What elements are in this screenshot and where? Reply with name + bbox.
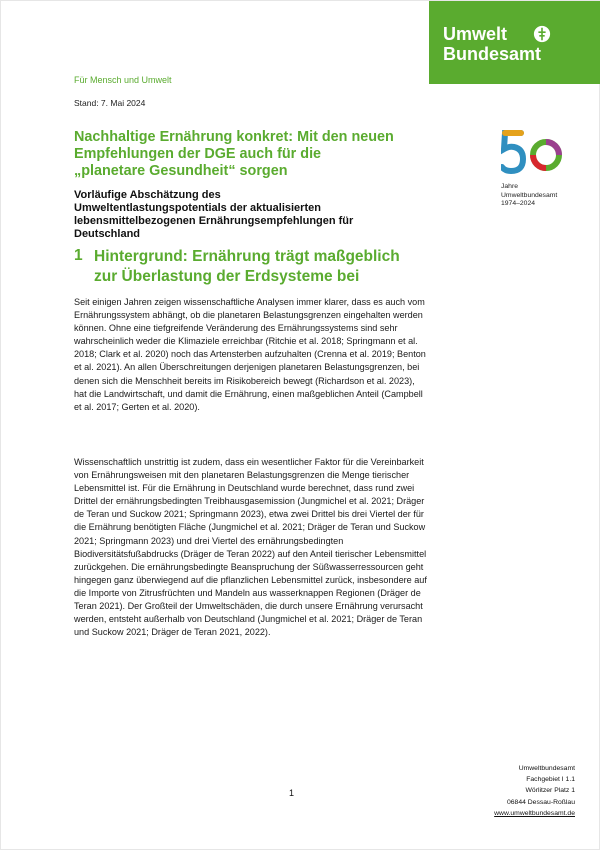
- publisher-address: [494, 763, 575, 819]
- logo-emblem-icon: [533, 25, 551, 43]
- address-org: Umweltbundesamt: [518, 765, 575, 772]
- address-dept: Fachgebiet I 1.1: [526, 776, 575, 784]
- logo-line-2: Bundesamt: [443, 44, 542, 64]
- section-heading: Hintergrund: Ernährung trägt maßgeblich zur Überlastung der Erdsysteme bei: [94, 248, 400, 285]
- jubilee-line-2: Umweltbundesamt: [501, 191, 558, 199]
- website-link[interactable]: www.umweltbundesamt.de: [494, 809, 575, 817]
- section-number: 1: [74, 247, 83, 264]
- logo-wordmark: [443, 24, 541, 64]
- jubilee-line-1: Jahre: [501, 183, 519, 190]
- document-title: Nachhaltige Ernährung konkret: Mit den neuen Empfehlungen der DGE auch für die „planetare Gesundheit“ sorgen: [74, 129, 394, 179]
- body-paragraph: Seit einigen Jahren zeigen wissenschaftliche Analysen immer klarer, dass es auch vom Ernährungssystem abhängt, ob die planetaren Belastungsgrenzen eingehalten werden können. Ohne eine tiefgreifende Veränderung des Ernährungssystems sind sehr wahrscheinlich weder die Klimaziele erreichbar (Ritchie et al. 2018; Springmann et al. 2018; Clark et al. 2020) noch das Artensterben aufzuhalten (Crenna et al. 2019; Benton et al. 2021). An allen Überschreitungen derjenigen planetaren Belastungsgrenzen, bei denen sich die Menschheit bereits im Risikobereich bewegt (Richardson et al. 2023), hat die Landwirtschaft, und damit die Ernährung, einen maßgeblichen Anteil (Campbell et al. 2017; Gerten et al. 2020).: [74, 297, 426, 412]
- logo-line-1: Umwelt: [443, 24, 508, 44]
- jubilee-line-3: 1974–2024: [501, 200, 536, 207]
- document-subtitle: Vorläufige Abschätzung des Umweltentlastungspotentials der aktualisierten lebensmittelbezogenen Ernährungsempfehlungen für Deutschland: [74, 189, 354, 240]
- tagline: Für Mensch und Umwelt: [74, 75, 172, 85]
- body-paragraph: Wissenschaftlich unstrittig ist zudem, dass ein wesentlicher Faktor für die Vereinbarkeit von Ernährungsweisen mit den planetaren Belastungsgrenzen die Menge tierischer Lebensmittel ist. Für die Ernährung in Deutschland wurde berechnet, dass rund zwei Drittel der ernährungsbedingten Treibhausgasemission (Jungmichel et al. 2021; Dräger de Teran und Suckow 2021; Springmann 2023), etwa zwei Drittel bis drei Viertel der für die Ernährung benötigten Fläche (Jungmichel et al. 2021; Dräger de Teran und Suckow 2021; Springmann 2023) und drei Viertel des ernährungsbedingten Biodiversitätsfußabdrucks (Dräger de Teran 2022) auf den Anteil tierischer Lebensmittel zurückgehen. Die ernährungsbedingte Beanspruchung der Süßwasserressourcen geht hingegen ganz überwiegend auf die pflanzlichen Lebensmittel zurück, insbesondere auf die Importe von Zitrusfrüchten und Mandeln aus wasserknappen Regionen (Dräger de Teran 2021). Der Großteil der Umweltschäden, die durch unsere Ernährung verursacht werden, entsteht außerhalb von Deutschland (Jungmichel et al. 2021; Dräger de Teran und Suckow 2021; Dräger de Teran 2021, 2022).: [74, 457, 427, 638]
- document-date: Stand: 7. Mai 2024: [74, 98, 146, 108]
- jubilee-caption: [501, 183, 557, 209]
- page-number: 1: [289, 788, 295, 798]
- address-street: Wörlitzer Platz 1: [525, 787, 575, 795]
- address-city: 06844 Dessau-Roßlau: [506, 798, 575, 806]
- uba-logo: [429, 1, 600, 84]
